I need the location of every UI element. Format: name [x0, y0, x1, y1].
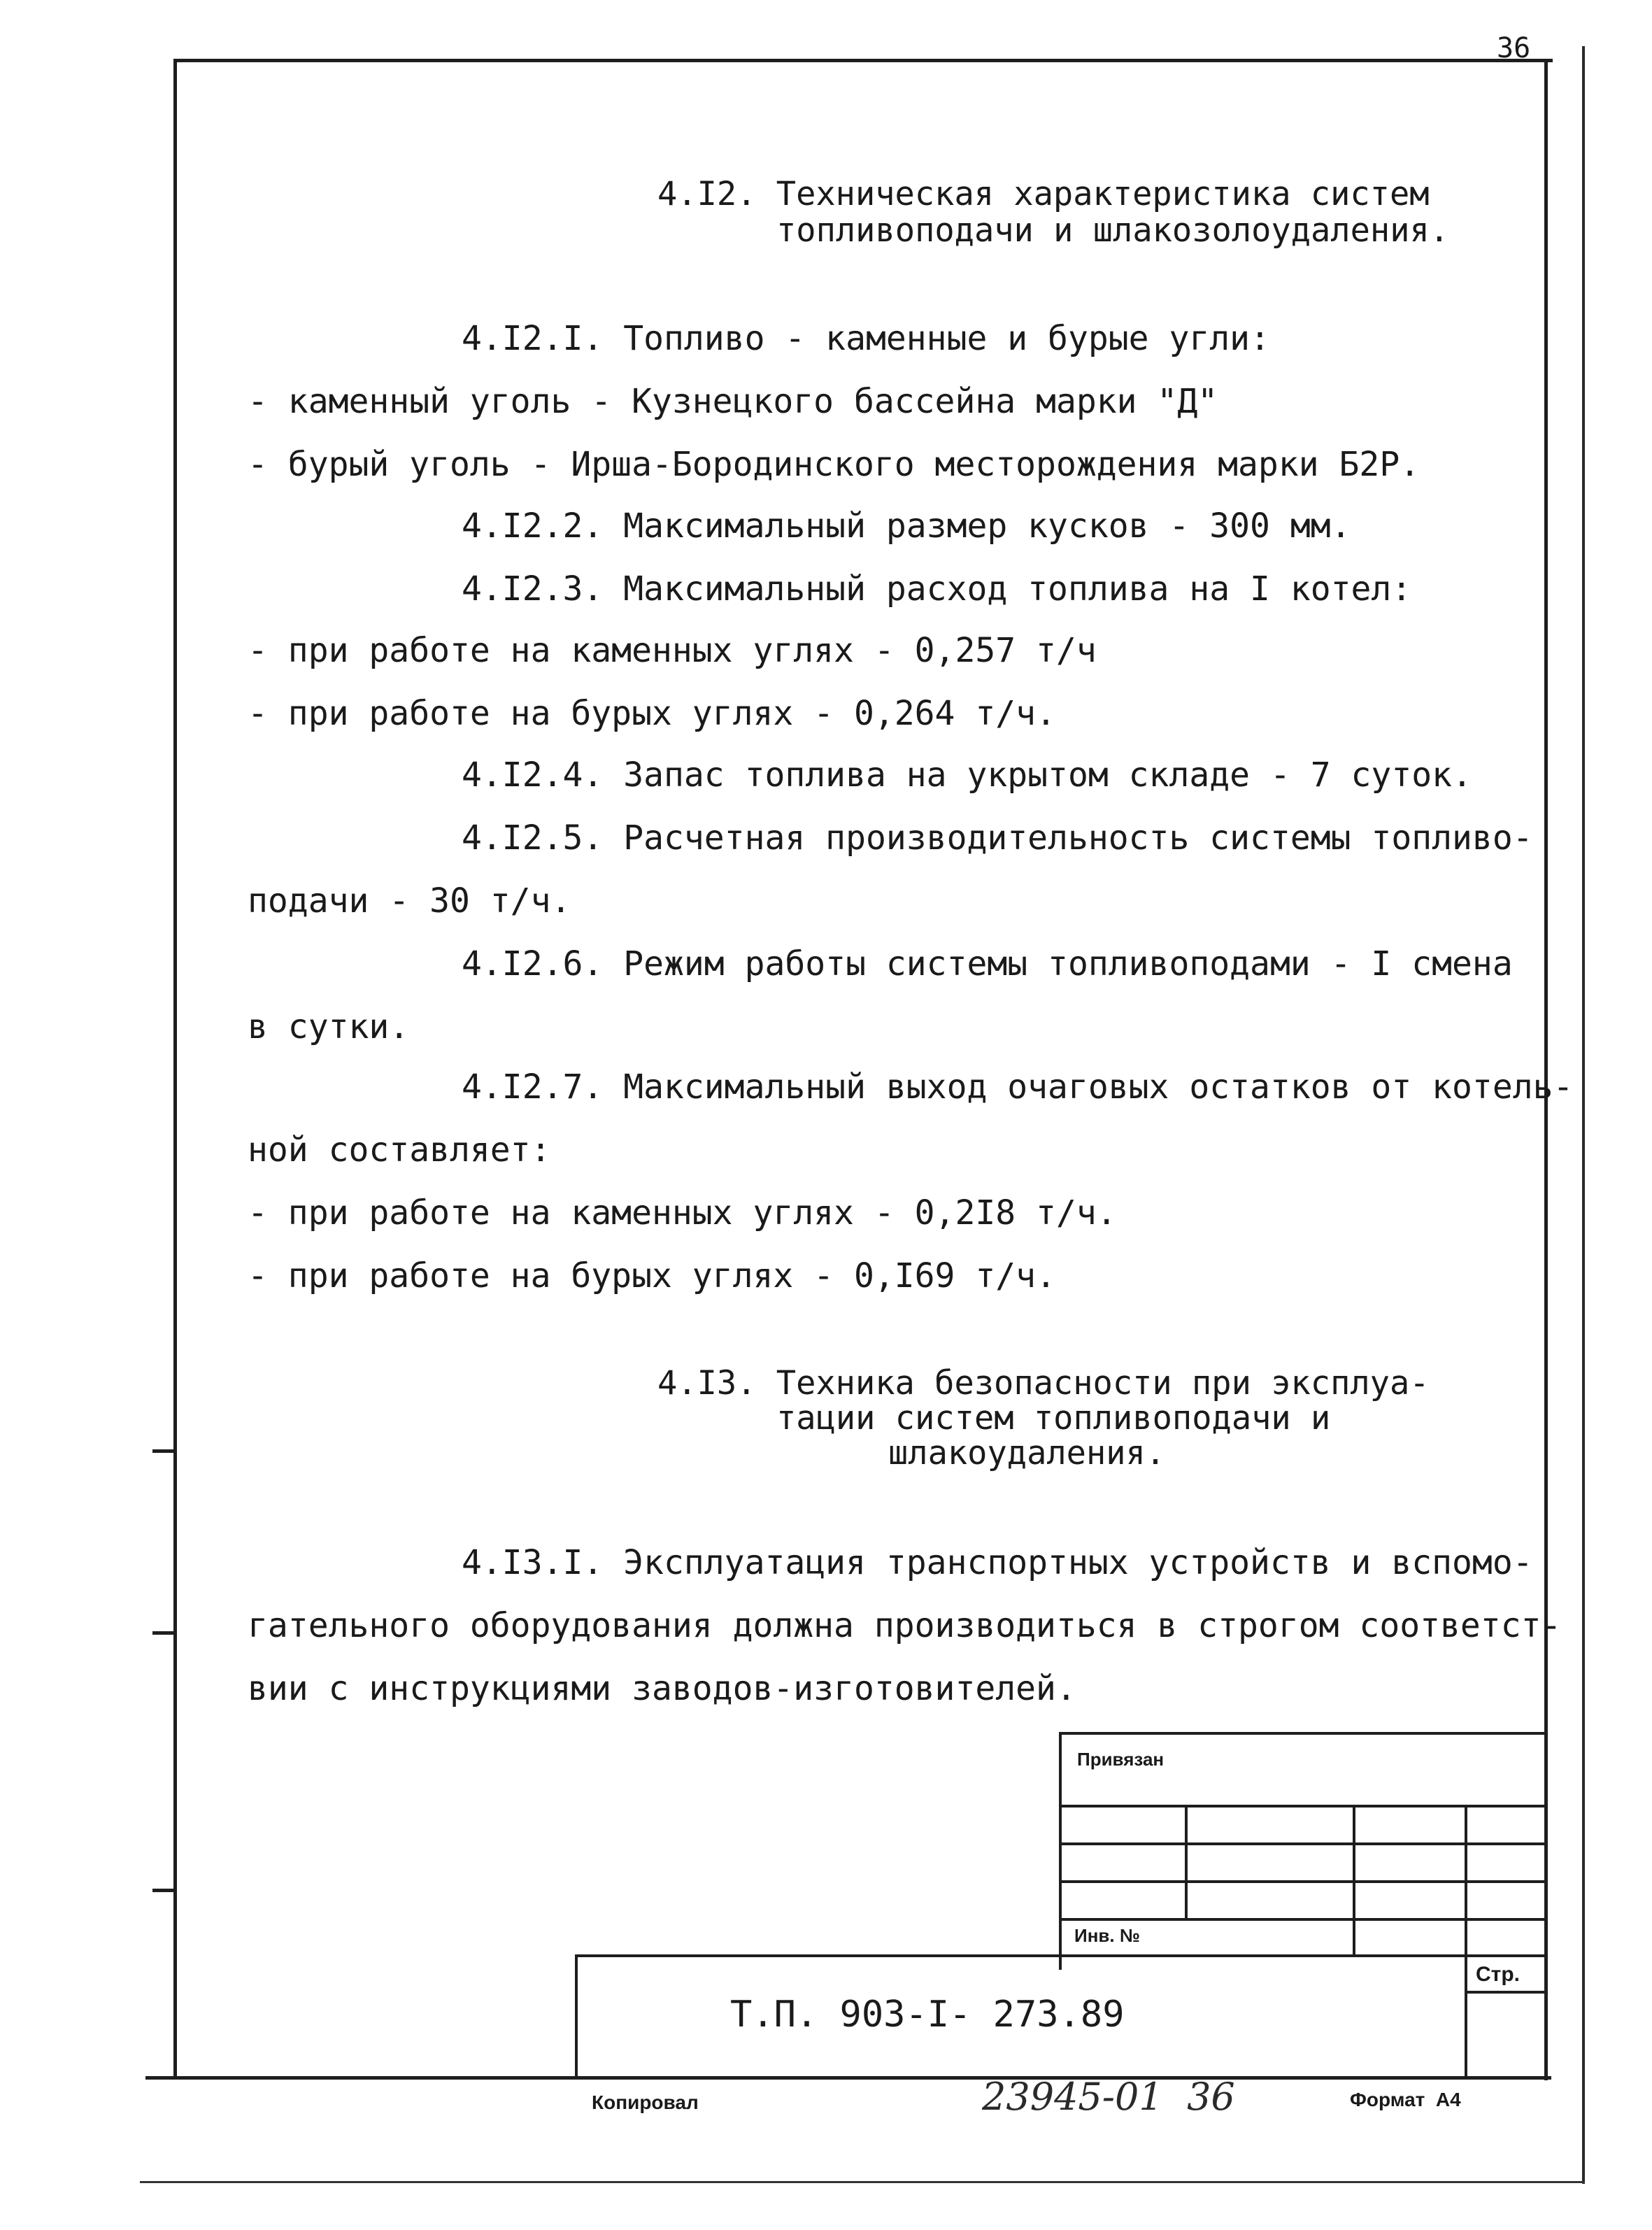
body-line: 4.I2.5. Расчетная производительность системы топливо- [462, 818, 1533, 858]
margin-tick [152, 1889, 176, 1892]
frame-bottom-border [145, 2076, 1551, 2080]
body-line: - при работе на каменных углях - 0,257 т/ч [248, 631, 1097, 670]
body-line: - при работе на бурых углях - 0,I69 т/ч. [248, 1256, 1056, 1295]
frame-outer-right-border [1582, 46, 1585, 2184]
inv-label: Инв. № [1074, 1925, 1140, 1946]
frame-left-border [173, 60, 177, 2079]
page-number: 36 [1497, 32, 1531, 64]
body-line: гательного оборудования должна производиться в строгом соответст- [248, 1606, 1562, 1645]
body-line: в сутки. [248, 1007, 410, 1046]
section-title-line: шлакоудаления. [888, 1434, 1166, 1472]
privyazan-label: Привязан [1077, 1749, 1165, 1770]
body-line: 4.I2.2. Максимальный размер кусков - 300 мм. [462, 506, 1351, 546]
body-line: 4.I2.3. Максимальный расход топлива на I котел: [462, 569, 1412, 609]
margin-tick [152, 1631, 176, 1635]
section-title-line: 4.I2. Техническая характеристика систем [657, 175, 1430, 213]
body-line: - бурый уголь - Ирша-Бородинского месторождения марки Б2Р. [248, 445, 1420, 484]
section-title-line: 4.I3. Техника безопасности при эксплуа- [657, 1364, 1430, 1402]
body-line: 4.I2.4. Запас топлива на укрытом складе - 7 суток. [462, 755, 1472, 795]
body-line: 4.I2.7. Максимальный выход очаговых остатков от котель- [462, 1067, 1574, 1107]
handwritten-number: 23945-01 36 [982, 2075, 1235, 2119]
format-label: Формат А4 [1350, 2089, 1461, 2110]
section-title-line: тации систем топливоподачи и [776, 1399, 1331, 1437]
margin-tick [152, 1449, 176, 1453]
body-line: ной составляет: [248, 1130, 551, 1170]
section-title-line: топливоподачи и шлакозолоудаления. [776, 211, 1450, 250]
body-line: - каменный уголь - Кузнецкого бассейна марки "Д" [248, 382, 1218, 421]
body-line: - при работе на бурых углях - 0,264 т/ч. [248, 694, 1056, 733]
body-line: 4.I2.6. Режим работы системы топливоподами - I смена [462, 944, 1513, 983]
frame-top-border [173, 59, 1553, 62]
copied-label: Копировал [592, 2091, 699, 2113]
body-line: вии с инструкциями заводов-изготовителей. [248, 1669, 1076, 1708]
body-line: 4.I2.I. Топливо - каменные и бурые угли: [462, 319, 1270, 358]
sheet-label: Стр. [1476, 1963, 1521, 1986]
body-line: 4.I3.I. Эксплуатация транспортных устройств и вспомо- [462, 1543, 1533, 1582]
body-line: - при работе на каменных углях - 0,2I8 т/ч. [248, 1193, 1117, 1233]
document-code: Т.П. 903-I- 273.89 [730, 1994, 1125, 2036]
frame-outer-bottom-border [140, 2181, 1585, 2183]
body-line: подачи - 30 т/ч. [248, 881, 571, 921]
